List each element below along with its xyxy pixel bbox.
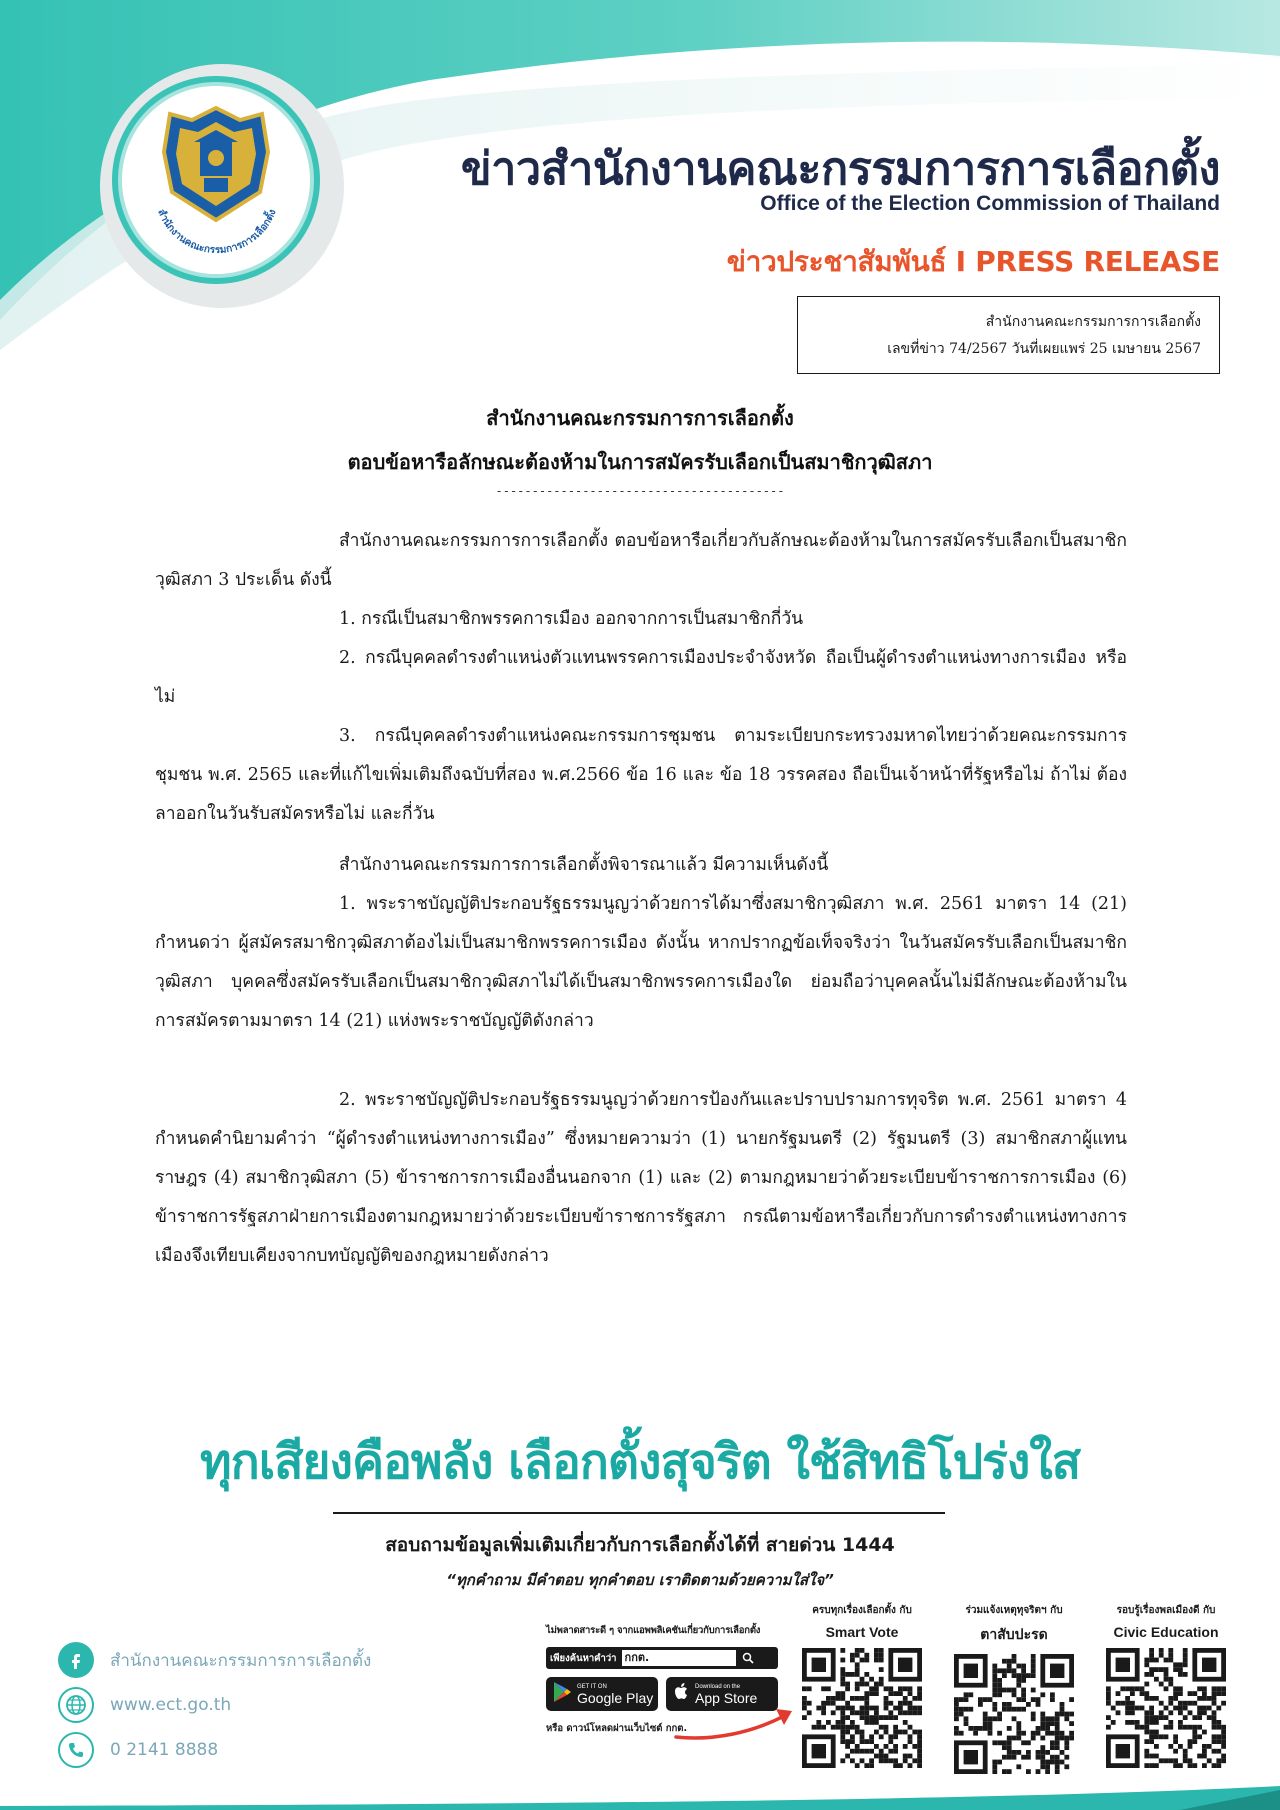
service-motto: “ทุกคำถาม มีคำตอบ ทุกคำตอบ เราติดตามด้วยความใส่ใจ”	[446, 1571, 834, 1589]
globe-icon	[58, 1687, 94, 1723]
header-title-english: Office of the Election Commission of Thailand	[760, 192, 1220, 215]
hotline-text: สอบถามข้อมูลเพิ่มเติมเกี่ยวกับการเลือกตั้งได้ที่ สายด่วน 1444	[385, 1534, 895, 1556]
qr-ta-sapparot[interactable]	[952, 1603, 1076, 1778]
facebook-icon	[58, 1642, 94, 1678]
search-value: กกต.	[622, 1650, 736, 1666]
press-release-label: ข่าวประชาสัมพันธ์ I PRESS RELEASE	[726, 245, 1220, 278]
qr-title: ตาสับปะรด	[980, 1626, 1048, 1642]
qr-caption: ครบทุกเรื่องเลือกตั้ง กับ	[812, 1605, 912, 1616]
search-label: เพียงค้นหาคำว่า	[550, 1652, 617, 1664]
website-url: www.ect.go.th	[110, 1695, 232, 1715]
document-title-line-2: ตอบข้อหารือลักษณะต้องห้ามในการสมัครรับเลือกเป็นสมาชิกวุฒิสภา	[347, 450, 933, 474]
paragraph-answer-2: 2. พระราชบัญญัติประกอบรัฐธรรมนูญว่าด้วยการป้องกันและปราบปรามการทุจริต พ.ศ. 2561 มาตรา 4 กำหนดคำนิยามคำว่า “ผู้ดำรงตำแหน่งทางการเมือง” ซึ่งหมายความว่า (1) นายกรัฐมนตรี (2) รัฐมนตรี (3) สมาชิกสภาผู้แทนราษฎร (4) สมาชิกวุฒิสภา (5) ข้าราชการการเมืองอื่นนอกจาก (1) และ (2) ตามกฎหมายว่าด้วยระเบียบข้าราชการการเมือง (6) ข้าราชการรัฐสภาฝ่ายการเมืองตามกฎหมายว่าด้วยระเบียบข้าราชการรัฐสภา กรณีตามข้อหารือเกี่ยวกับการดำรงตำแหน่งทางการเมืองจึงเทียบเคียงจากบทบัญญัติของกฎหมายดังกล่าว	[155, 1090, 1127, 1266]
ect-logo	[128, 92, 304, 268]
slogan-divider	[333, 1512, 945, 1514]
contact-website[interactable]	[58, 1687, 231, 1723]
reference-number-date: เลขที่ข่าว 74/2567 วันที่เผยแพร่ 25 เมษายน 2567	[887, 341, 1201, 357]
search-icon	[742, 1649, 754, 1668]
qr-code-icon	[802, 1648, 922, 1768]
qr-caption: รอบรู้เรื่องพลเมืองดี กับ	[1116, 1605, 1216, 1616]
paragraph-opinion-intro: สำนักงานคณะกรรมการการเลือกตั้งพิจารณาแล้ว มีความเห็นดังนี้	[339, 855, 829, 875]
document-title-line-1: สำนักงานคณะกรรมการการเลือกตั้ง	[486, 406, 794, 430]
contact-phone[interactable]	[58, 1732, 218, 1768]
title-divider: ----------------------------------------	[495, 484, 785, 498]
app-store-small-text: Download on the	[695, 1683, 741, 1690]
phone-number: 0 2141 8888	[110, 1740, 219, 1760]
app-search-bar	[546, 1647, 778, 1669]
campaign-slogan: ทุกเสียงคือพลัง เลือกตั้งสุจริต ใช้สิทธิโปร่งใส	[200, 1434, 1080, 1490]
google-play-badge[interactable]	[546, 1677, 658, 1711]
paragraph-answer-1: 1. พระราชบัญญัติประกอบรัฐธรรมนูญว่าด้วยการได้มาซึ่งสมาชิกวุฒิสภา พ.ศ. 2561 มาตรา 14 (21) กำหนดว่า ผู้สมัครสมาชิกวุฒิสภาต้องไม่เป็นสมาชิกพรรคการเมือง ดังนั้น หากปรากฏข้อเท็จจริงว่า ในวันสมัครรับเลือกเป็นสมาชิกวุฒิสภา บุคคลซึ่งสมัครรับเลือกเป็นสมาชิกวุฒิสภาไม่ได้เป็นสมาชิกพรรคการเมืองใด ย่อมถือว่าบุคคลนั้นไม่มีลักษณะต้องห้ามในการสมัครตามมาตรา 14 (21) แห่งพระราชบัญญัติดังกล่าว	[155, 894, 1127, 1031]
svg-text:สำนักงานคณะกรรมการการเลือกตั้ง: สำนักงานคณะกรรมการการเลือกตั้ง	[155, 207, 279, 256]
qr-civic-education[interactable]	[1104, 1603, 1228, 1772]
arrow-icon	[672, 1703, 800, 1743]
facebook-page-name: สำนักงานคณะกรรมการการเลือกตั้ง	[110, 1650, 372, 1671]
phone-icon	[58, 1732, 94, 1768]
paragraph-question-1: 1. กรณีเป็นสมาชิกพรรคการเมือง ออกจากการเป็นสมาชิกกี่วัน	[339, 609, 804, 629]
qr-title: Smart Vote	[825, 1624, 899, 1640]
qr-title: Civic Education	[1113, 1624, 1219, 1640]
qr-code-icon	[954, 1654, 1074, 1774]
download-web-text: หรือ ดาวน์โหลดผ่านเว็บไซต์ กกต.	[546, 1723, 688, 1734]
paragraph-intro: สำนักงานคณะกรรมการการเลือกตั้ง ตอบข้อหารือเกี่ยวกับลักษณะต้องห้ามในการสมัครรับเลือกเป็นสมาชิกวุฒิสภา 3 ประเด็น ดังนี้	[155, 531, 1127, 590]
qr-caption: ร่วมแจ้งเหตุทุจริตฯ กับ	[965, 1605, 1063, 1616]
google-play-icon	[552, 1681, 572, 1707]
qr-code-icon	[1106, 1648, 1226, 1768]
news-reference-box	[797, 296, 1220, 374]
footer-decoration	[0, 1786, 1280, 1810]
app-promo-text: ไม่พลาดสาระดี ๆ จากแอพพลิเคชันเกี่ยวกับการเลือกตั้ง	[546, 1625, 761, 1636]
google-play-text: Google Play	[577, 1689, 654, 1706]
google-play-small-text: GET IT ON	[577, 1683, 607, 1690]
reference-office: สำนักงานคณะกรรมการการเลือกตั้ง	[985, 314, 1201, 330]
paragraph-question-3: 3. กรณีบุคคลดำรงตำแหน่งคณะกรรมการชุมชน ตามระเบียบกระทรวงมหาดไทยว่าด้วยคณะกรรมการชุมชน พ.ศ. 2565 และที่แก้ไขเพิ่มเติมถึงฉบับที่สอง พ.ศ.2566 ข้อ 16 และ ข้อ 18 วรรคสอง ถือเป็นเจ้าหน้าที่รัฐหรือไม่ ถ้าไม่ ต้องลาออกในวันรับสมัครหรือไม่ และกี่วัน	[155, 726, 1127, 824]
qr-smart-vote[interactable]	[800, 1603, 924, 1772]
paragraph-question-2: 2. กรณีบุคคลดำรงตำแหน่งตัวแทนพรรคการเมืองประจำจังหวัด ถือเป็นผู้ดำรงตำแหน่งทางการเมือง หรือไม่	[155, 648, 1127, 707]
contact-facebook[interactable]	[58, 1642, 371, 1678]
app-store-text: App Store	[695, 1689, 758, 1706]
header-title-thai: ข่าวสำนักงานคณะกรรมการการเลือกตั้ง	[460, 142, 1220, 195]
